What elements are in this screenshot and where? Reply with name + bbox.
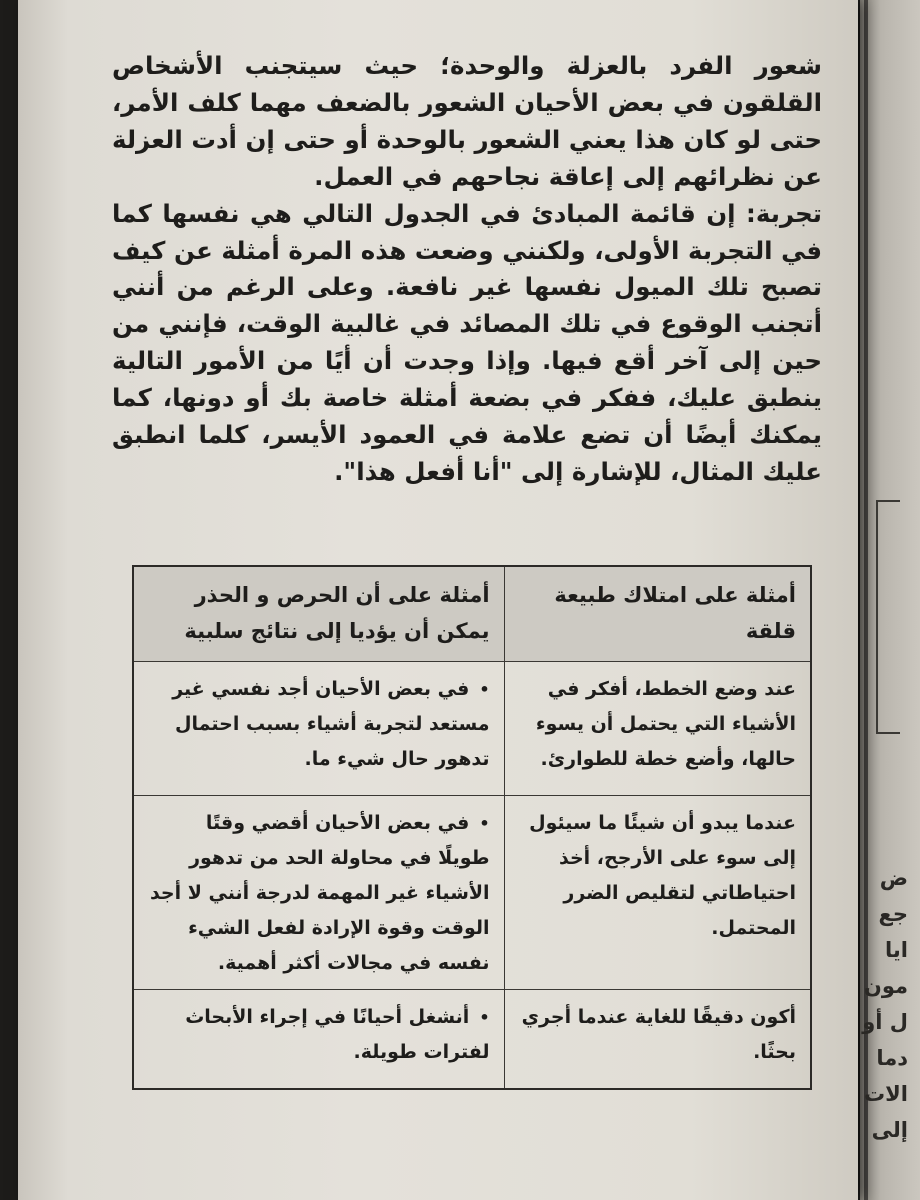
cell-negative-example [133,990,504,1090]
cell-anxious-example [504,990,811,1090]
header-anxious-examples: أمثلة على امتلاك طبيعة قلقة [504,566,811,662]
cell-anxious-example [504,796,811,990]
cell-text: عند وضع الخطط، أفكر في الأشياء التي يحتمل أن يسوء حالها، وأضع خطة للطوارئ. [535,678,796,770]
examples-table [132,565,812,1090]
table-header-row [133,566,811,662]
cell-text: أنشغل أحيانًا في إجراء الأبحاث لفترات طويلة. [185,1006,490,1063]
adjacent-fragment: جع [878,902,908,926]
cell-text: أكون دقيقًا للغاية عندما أجري بحثًا. [521,1006,796,1063]
adjacent-fragment: إلى [871,1118,908,1142]
table-row [133,990,811,1090]
paragraph-2: تجربة: إن قائمة المبادئ في الجدول التالي هي نفسها كما في التجربة الأولى، ولكنني وضعت هذه المرة أمثلة عن كيف تصبح تلك الميول نفسها غير نافعة. وعلى الرغم من أنني أتجنب الوقوع في تلك المصائد في غالبية الوقت، فإنني من حين إلى آخر أقع فيها. وإذا وجدت أن أيًا من الأمور التالية ينطبق عليك، ففكر في بضعة أمثلة خاصة بك أو دونها، كما يمكنك أيضًا أن تضع علامة في العمود الأيسر، كلما انطبق عليك المثال، للإشارة إلى "أنا أفعل هذا". [112,198,822,486]
adjacent-fragment: ل أو [862,1010,908,1034]
cell-text: في بعض الأحيان أقضي وقتًا طويلًا في محاولة الحد من تدهور الأشياء غير المهمة لدرجة أنني لا أجد الوقت وقوة الإرادة لفعل الشيء نفسه في مجالات أكثر أهمية. [149,812,490,974]
adjacent-page-text [862,860,908,1148]
adjacent-page-table-edge [876,500,900,734]
cell-negative-example [133,662,504,796]
header-negative-outcomes: أمثلة على أن الحرص و الحذر يمكن أن يؤديا إلى نتائج سلبية [133,566,504,662]
adjacent-fragment: ايا [885,938,908,962]
examples-table-wrapper [132,565,812,1090]
adjacent-fragment: ض [879,866,908,890]
bullet-icon: • [479,680,490,699]
body-text [112,48,822,491]
bullet-icon: • [479,814,490,833]
table-row [133,796,811,990]
adjacent-fragment: الات [864,1082,908,1106]
table-row [133,662,811,796]
cell-text: في بعض الأحيان أجد نفسي غير مستعد لتجربة أشياء بسبب احتمال تدهور حال شيء ما. [172,678,490,770]
cell-anxious-example [504,662,811,796]
cell-negative-example [133,796,504,990]
paragraph-1: شعور الفرد بالعزلة والوحدة؛ حيث سيتجنب الأشخاص القلقون في بعض الأحيان الشعور بالضعف مهما كلف الأمر، حتى لو كان هذا يعني الشعور بالوحدة أو حتى إن أدت العزلة عن نظرائهم إلى إعاقة نجاحهم في العمل. [112,51,822,191]
bullet-icon: • [479,1008,490,1027]
adjacent-fragment: دما [876,1046,908,1070]
cell-text: عندما يبدو أن شيئًا ما سيئول إلى سوء على الأرجح، أخذ احتياطاتي لتقليص الضرر المحتمل. [529,812,796,939]
adjacent-fragment: مون [863,974,908,998]
